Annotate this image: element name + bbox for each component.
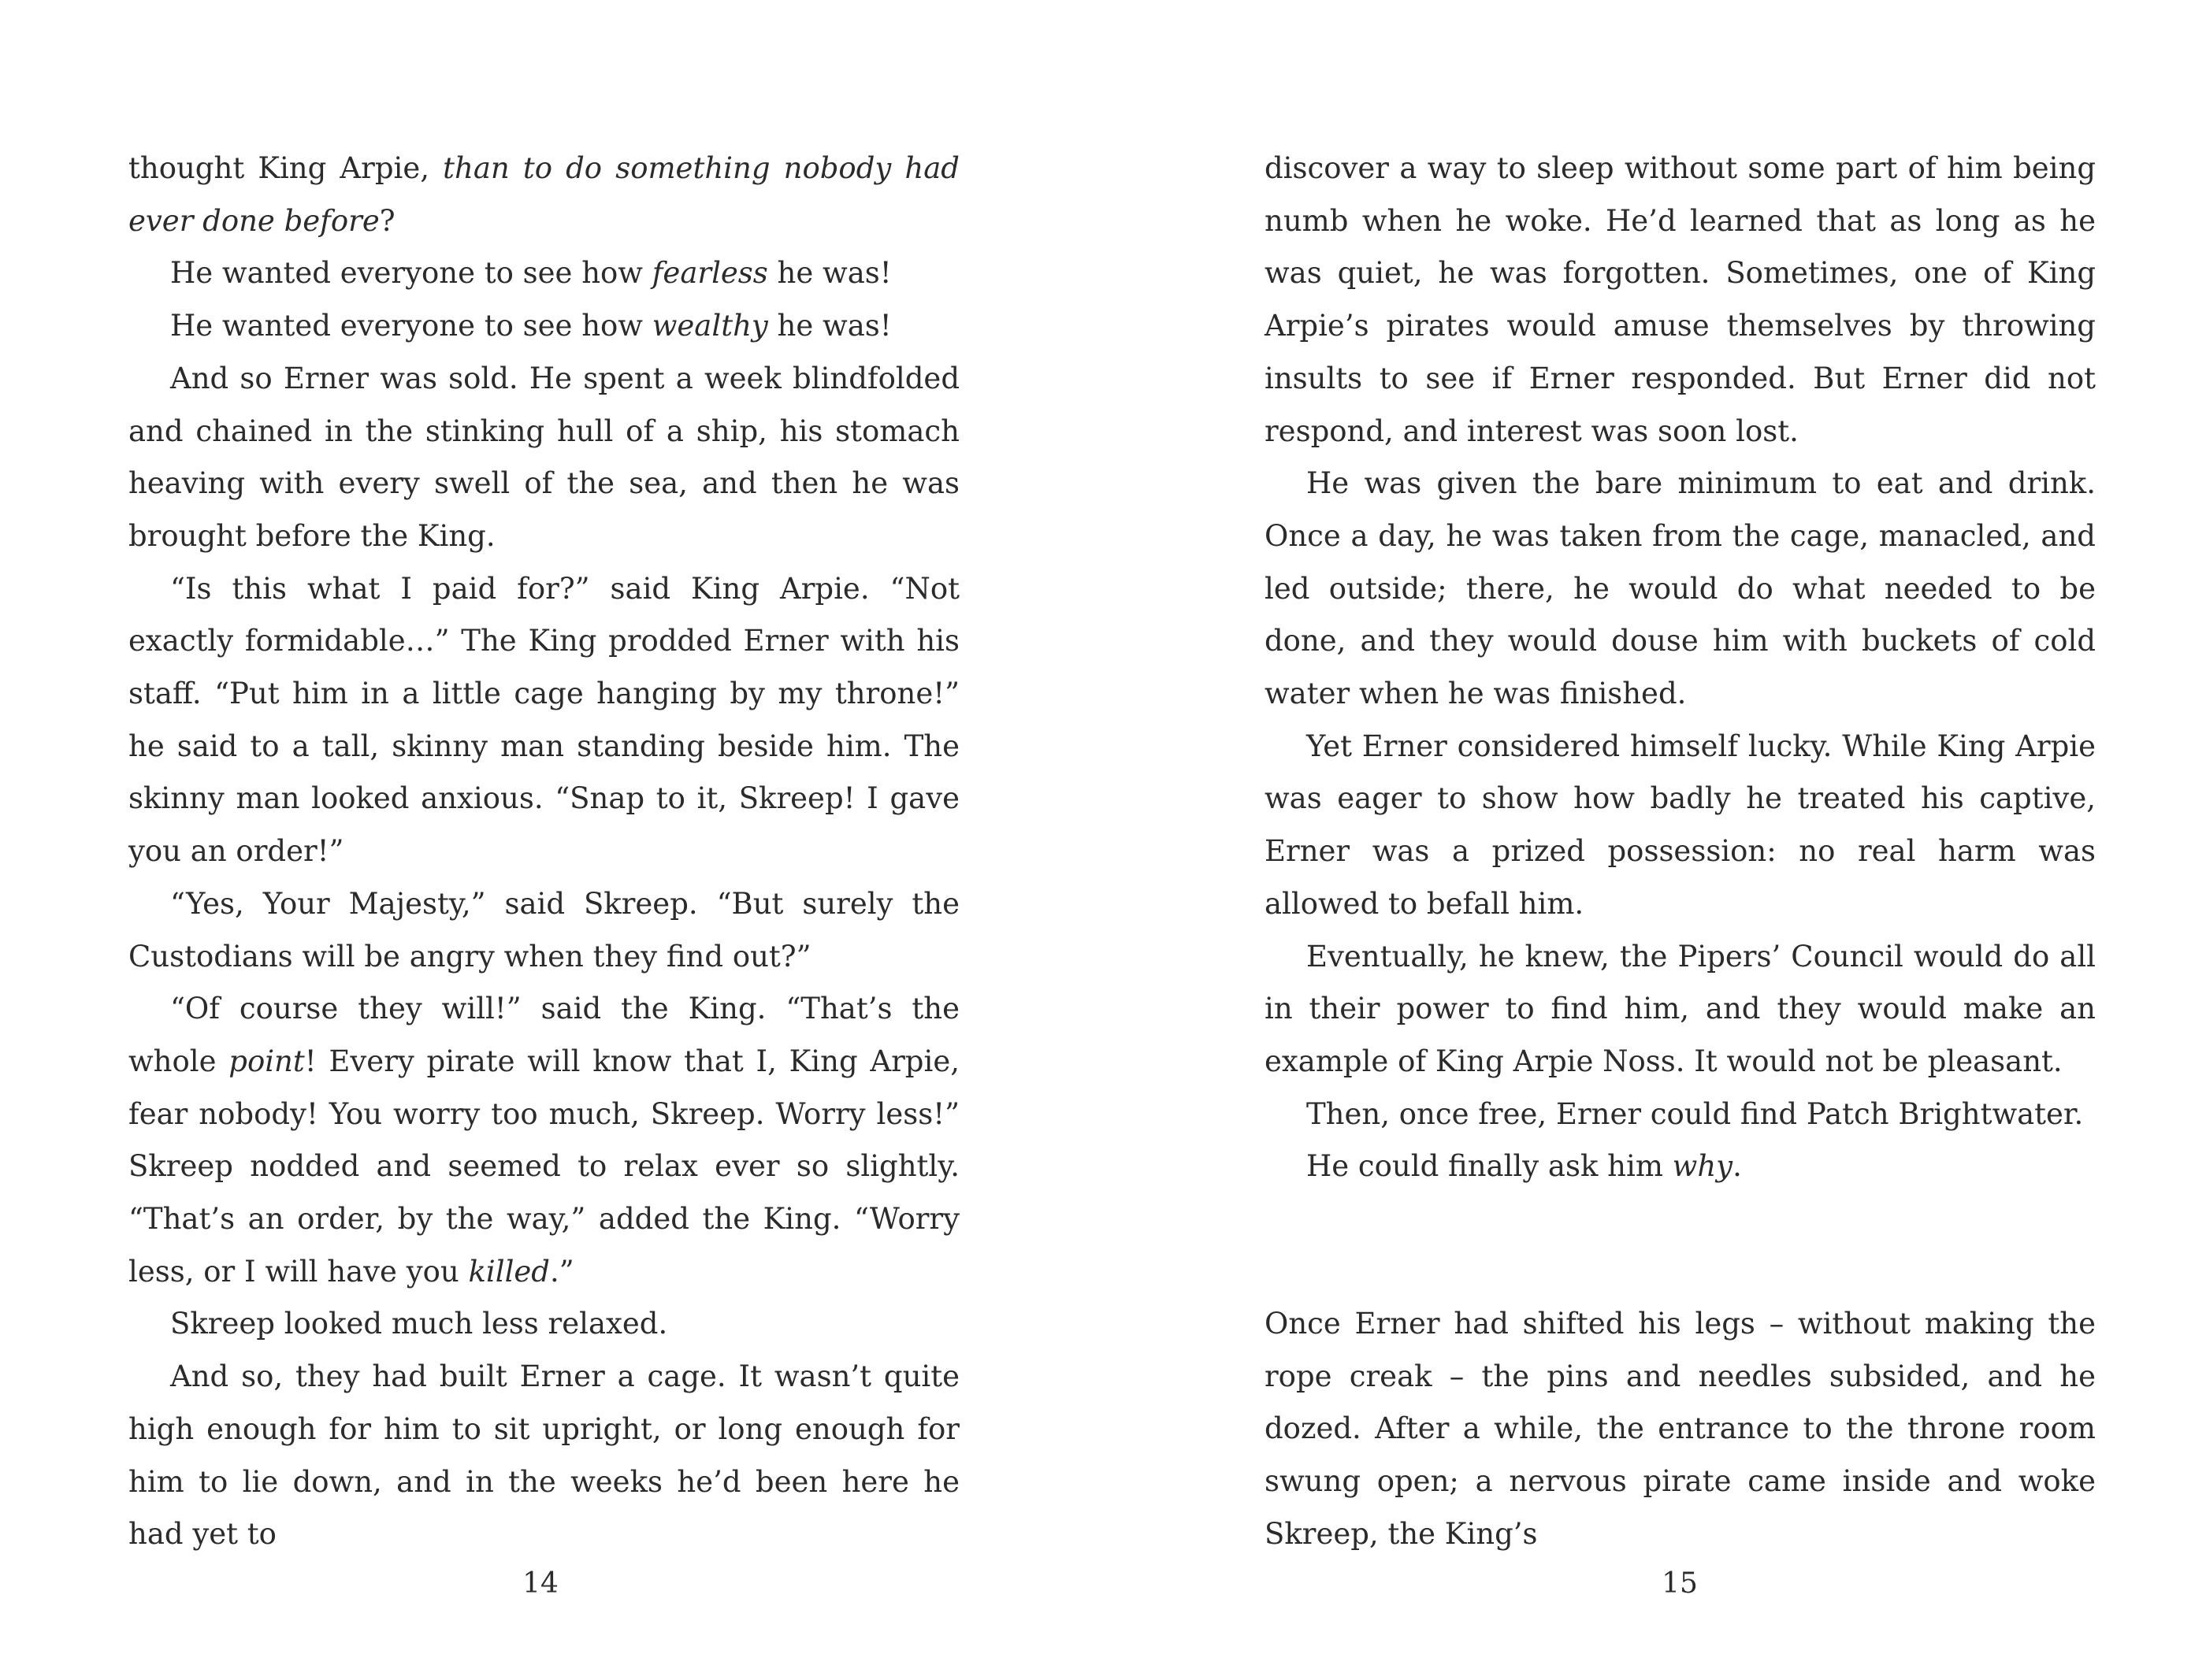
right-page — [1103, 0, 2206, 1680]
left-page-number: 14 — [522, 1567, 559, 1600]
text-run: “Is this what I paid for?” said King Arpie. “Not exactly formidable…” The King prodded Erner with his staff. “Put him in a little cage hanging by my throne!” he said to a tall, skinny man standing beside him. The skinny man looked anxious. “Snap to it, Skreep! I gave you an order!” — [128, 571, 960, 869]
italic-text-run: than to do something nobody had ever done before — [128, 151, 960, 238]
paragraph — [1265, 143, 2096, 458]
paragraph — [128, 300, 960, 353]
italic-text-run: point — [228, 1044, 305, 1078]
text-run: thought King Arpie, — [128, 151, 444, 185]
text-run: Yet Erner considered himself lucky. While King Arpie was eager to show how badly he treated his captive, Erner was a prized possession: no real harm was allowed to befall him. — [1265, 729, 2096, 921]
text-run: He wanted everyone to see how — [170, 309, 652, 343]
paragraph — [1265, 1140, 2096, 1193]
text-run: Eventually, he knew, the Pipers’ Council would do all in their power to find him, and they would make an example of King Arpie Noss. It would not be pleasant. — [1265, 939, 2096, 1078]
text-run: And so Erner was sold. He spent a week blindfolded and chained in the stinking hull of a ship, his stomach heaving with every swell of the sea, and then he was brought before the King. — [128, 361, 960, 553]
text-run: “Of course they will!” said the King. “That’s the whole — [128, 992, 960, 1078]
text-run: And so, they had built Erner a cage. It wasn’t quite high enough for him to sit upright, or long enough for him to lie down, and in the weeks he’d been here he had yet to — [128, 1359, 960, 1552]
paragraph — [128, 247, 960, 300]
right-page-text — [1265, 143, 2096, 1561]
paragraph — [128, 563, 960, 878]
italic-text-run: killed — [468, 1254, 550, 1289]
paragraph — [128, 1351, 960, 1561]
italic-text-run: why — [1672, 1149, 1733, 1184]
text-run: Then, once free, Erner could find Patch Brightwater. — [1306, 1096, 2084, 1131]
italic-text-run: wealthy — [652, 309, 768, 343]
paragraph — [128, 878, 960, 983]
text-run: He wanted everyone to see how — [170, 256, 652, 291]
text-run: “Yes, Your Majesty,” said Skreep. “But surely the Custodians will be angry when they find out?” — [128, 886, 960, 974]
paragraph — [1265, 1298, 2096, 1561]
text-run: he was! — [767, 256, 892, 291]
paragraph — [128, 1298, 960, 1351]
italic-text-run: fearless — [652, 256, 768, 291]
text-run: . — [1732, 1149, 1742, 1184]
text-run: He was given the bare minimum to eat and drink. Once a day, he was taken from the cage, manacled, and led outside; there, he would do what needed to be done, and they would douse him with buckets of cold water when he was finished. — [1265, 466, 2096, 711]
paragraph — [1265, 721, 2096, 931]
left-page-text — [128, 143, 960, 1561]
right-page-number: 15 — [1662, 1567, 1698, 1600]
paragraph — [128, 143, 960, 247]
paragraph — [128, 353, 960, 563]
text-run: .” — [550, 1254, 574, 1289]
paragraph — [128, 983, 960, 1298]
text-run: Skreep looked much less relaxed. — [170, 1307, 668, 1341]
text-run: discover a way to sleep without some part of him being numb when he woke. He’d learned that as long as he was quiet, he was forgotten. Sometimes, one of King Arpie’s pirates would amuse themselves by throwing insults to see if Erner responded. But Erner did not respond, and interest was soon lost. — [1265, 151, 2096, 448]
paragraph — [1265, 458, 2096, 721]
text-run: Once Erner had shifted his legs – without making the rope creak – the pins and needles subsided, and he dozed. After a while, the entrance to the throne room swung open; a nervous pirate came inside and woke Skreep, the King’s — [1265, 1307, 2096, 1551]
text-run: he was! — [767, 309, 892, 343]
text-run: ! Every pirate will know that I, King Arpie, fear nobody! You worry too much, Skreep. Worry less!” Skreep nodded and seemed to relax ever so slightly. “That’s an order, by the way,” added the King. “Worry less, or I will have you — [128, 1044, 960, 1289]
paragraph — [1265, 931, 2096, 1088]
text-run: He could finally ask him — [1306, 1149, 1673, 1184]
text-run: ? — [379, 203, 396, 238]
paragraph — [1265, 1088, 2096, 1141]
